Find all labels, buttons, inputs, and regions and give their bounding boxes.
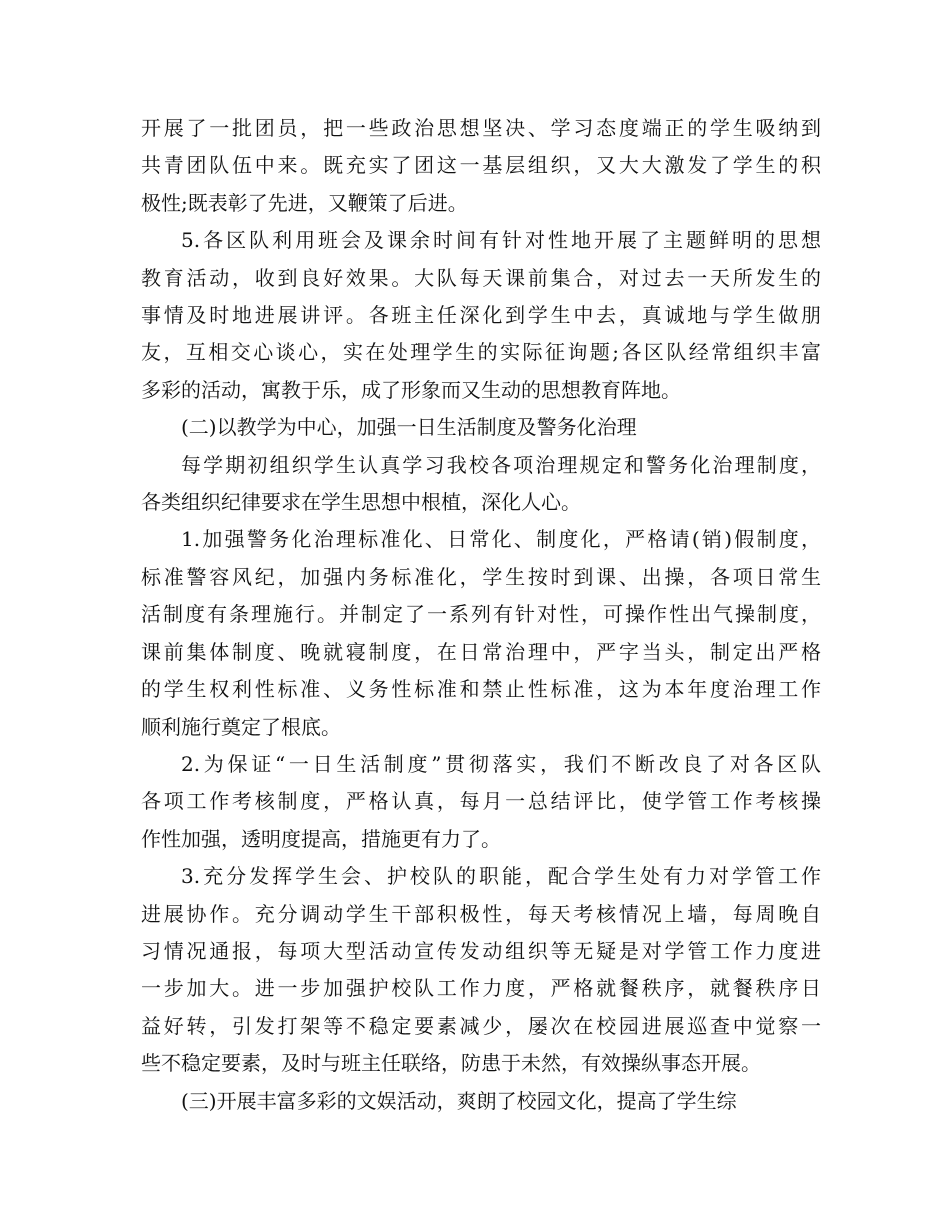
text-line: 5.各区队利用班会及课余时间有针对性地开展了主题鲜明的思想 xyxy=(181,228,821,253)
text-line: 进展协作。充分调动学生干部积极性，每天考核情况上墙，每周晚自 xyxy=(141,901,821,926)
text-line: 活制度有条理施行。并制定了一系列有针对性，可操作性出气操制度， xyxy=(141,602,821,627)
text-line: 各项工作考核制度，严格认真，每月一总结评比，使学管工作考核操 xyxy=(141,789,821,814)
text-line: 教育活动，收到良好效果。大队每天课前集合，对过去一天所发生的 xyxy=(141,265,821,290)
text-line: (二)以教学为中心，加强一日生活制度及警务化治理 xyxy=(181,415,637,440)
text-line: 顺利施行奠定了根底。 xyxy=(141,714,341,739)
paragraph xyxy=(141,447,821,522)
paragraph xyxy=(141,409,821,446)
paragraph xyxy=(141,521,821,745)
text-line: (三)开展丰富多彩的文娱活动，爽朗了校园文化，提高了学生综 xyxy=(181,1088,737,1113)
paragraph xyxy=(141,858,821,1082)
text-line: 习情况通报，每项大型活动宣传发动组织等无疑是对学管工作力度进 xyxy=(141,938,821,963)
text-line: 益好转，引发打架等不稳定要素减少，屡次在校园进展巡查中觉察一 xyxy=(141,1013,821,1038)
text-line: 1.加强警务化治理标准化、日常化、制度化，严格请(销)假制度， xyxy=(181,527,821,552)
text-line: 课前集体制度、晚就寝制度，在日常治理中，严字当头，制定出严格 xyxy=(141,639,821,664)
text-line: 作性加强，透明度提高，措施更有力了。 xyxy=(141,826,501,851)
text-line: 极性;既表彰了先进，又鞭策了后进。 xyxy=(141,190,468,215)
text-line: 些不稳定要素，及时与班主任联络，防患于未然，有效操纵事态开展。 xyxy=(141,1051,761,1076)
paragraph xyxy=(141,1083,821,1120)
text-line: 的学生权利性标准、义务性标准和禁止性标准，这为本年度治理工作 xyxy=(141,677,821,702)
text-line: 标准警容风纪，加强内务标准化，学生按时到课、出操，各项日常生 xyxy=(141,564,821,589)
text-line: 每学期初组织学生认真学习我校各项治理规定和警务化治理制度， xyxy=(181,452,821,477)
text-line: 3.充分发挥学生会、护校队的职能，配合学生处有力对学管工作 xyxy=(181,864,821,889)
text-line: 各类组织纪律要求在学生思想中根植，深化人心。 xyxy=(141,490,581,515)
document-body xyxy=(141,110,821,1120)
paragraph xyxy=(141,110,821,222)
text-line: 共青团队伍中来。既充实了团这一基层组织，又大大激发了学生的积 xyxy=(141,153,821,178)
text-line: 开展了一批团员，把一些政治思想坚决、学习态度端正的学生吸纳到 xyxy=(141,116,821,140)
text-line: 友，互相交心谈心，实在处理学生的实际征询题;各区队经常组织丰富 xyxy=(141,340,821,365)
text-line: 事情及时地进展讲评。各班主任深化到学生中去，真诚地与学生做朋 xyxy=(141,303,821,328)
text-line: 2.为保证“一日生活制度”贯彻落实，我们不断改良了对各区队 xyxy=(181,751,821,776)
text-line: 一步加大。进一步加强护校队工作力度，严格就餐秩序，就餐秩序日 xyxy=(141,976,821,1001)
paragraph xyxy=(141,222,821,409)
paragraph xyxy=(141,746,821,858)
text-line: 多彩的活动，寓教于乐，成了形象而又生动的思想教育阵地。 xyxy=(141,377,681,402)
